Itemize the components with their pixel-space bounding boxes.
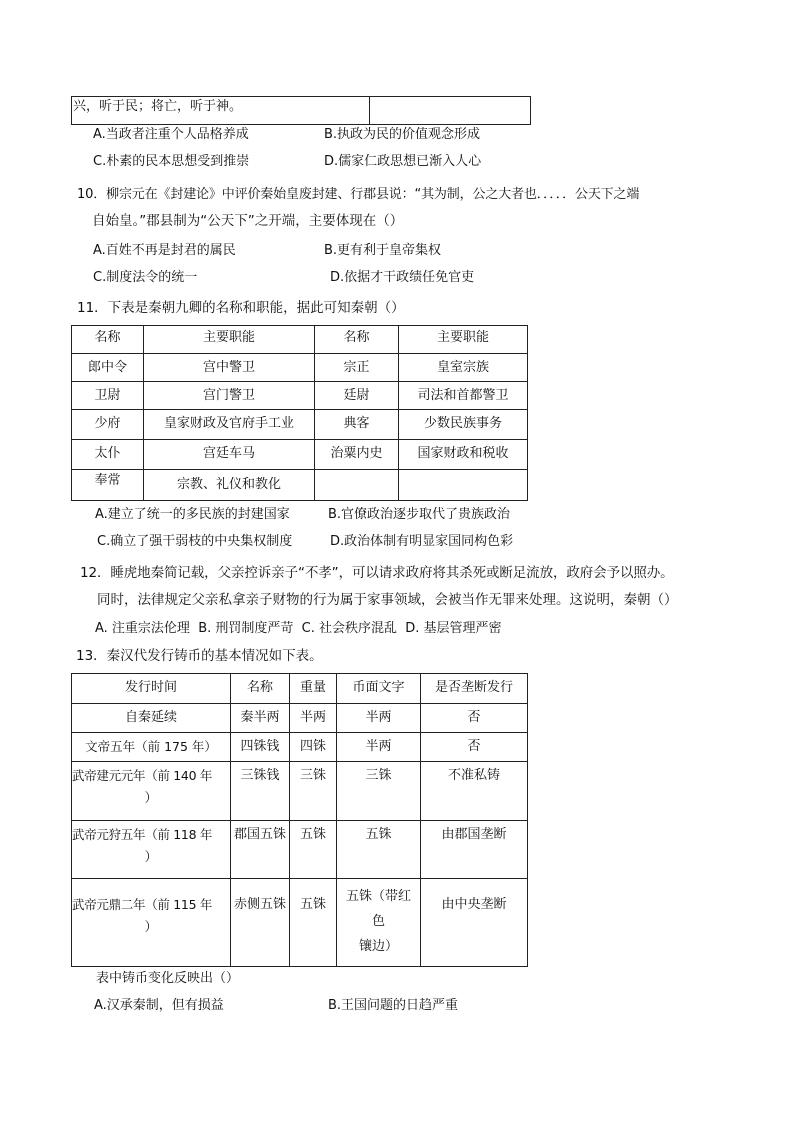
q9-table bbox=[71, 96, 531, 125]
q13-cell: 郡国五铢 bbox=[231, 821, 290, 879]
q11-cell: 郎中令 bbox=[72, 354, 144, 382]
q11-cell: 宫廷车马 bbox=[144, 440, 315, 470]
q11-option-a: A.建立了统一的多民族的封建国家 bbox=[95, 507, 290, 522]
q11-cell: 太仆 bbox=[72, 440, 144, 470]
q13-cell: 半两 bbox=[337, 733, 421, 762]
q13-cell: 五铢 bbox=[337, 821, 421, 879]
q11-header-cell: 主要职能 bbox=[144, 326, 315, 354]
q11-cell: 宗正 bbox=[315, 354, 399, 382]
q11-cell bbox=[315, 470, 399, 501]
q13-time-close: ） bbox=[144, 850, 158, 865]
q9-option-c: C.朴素的民本思想受到推崇 bbox=[93, 154, 250, 169]
q13-after-text: 表中铸币变化反映出（） bbox=[96, 971, 240, 986]
q12-stem-line1: 12．睡虎地秦简记载，父亲控诉亲子“不孝”，可以请求政府将其杀死或断足流放，政府会予以照办。 bbox=[80, 565, 674, 581]
q13-time-close: ） bbox=[144, 791, 158, 806]
q13-coin-text-line: 色 bbox=[371, 914, 385, 929]
q13-cell: 五铢 bbox=[290, 879, 337, 967]
q13-cell: 由中央垄断 bbox=[421, 879, 528, 967]
q11-header-cell: 主要职能 bbox=[399, 326, 528, 354]
q11-cell: 典客 bbox=[315, 410, 399, 440]
q11-option-d: D.政治体制有明显家国同构色彩 bbox=[330, 534, 514, 549]
q13-cell: 否 bbox=[421, 704, 528, 733]
q13-cell: 四铢钱 bbox=[231, 733, 290, 762]
q13-header-cell: 发行时间 bbox=[72, 674, 231, 704]
q9-table-cell: 兴，听于民；将亡，听于神。 bbox=[72, 97, 370, 125]
q9-option-d: D.儒家仁政思想已渐入人心 bbox=[324, 154, 482, 169]
q11-cell: 皇家财政及官府手工业 bbox=[144, 410, 315, 440]
q11-cell: 卫尉 bbox=[72, 382, 144, 410]
q13-stem: 13．秦汉代发行铸币的基本情况如下表。 bbox=[76, 648, 323, 664]
q10-stem-line2: 自始皇。”郡县制为“公天下”之开端，主要体现在（） bbox=[92, 213, 404, 229]
q13-cell: 自秦延续 bbox=[72, 704, 231, 733]
q13-cell: 秦半两 bbox=[231, 704, 290, 733]
q13-cell: 赤侧五铢 bbox=[231, 879, 290, 967]
q11-cell: 国家财政和税收 bbox=[399, 440, 528, 470]
q11-cell: 奉常 bbox=[72, 470, 144, 501]
q13-cell: 文帝五年（前 175 年） bbox=[72, 733, 231, 762]
q13-time-cell bbox=[72, 879, 231, 967]
q12-stem-line2: 同时，法律规定父亲私拿亲子财物的行为属于家事领域，会被当作无罪来处理。这说明，秦朝（） bbox=[97, 592, 678, 608]
q13-time-text: 武帝元鼎二年（前 115 年 bbox=[72, 897, 213, 912]
q11-stem: 11．下表是秦朝九卿的名称和职能，据此可知秦朝（） bbox=[77, 300, 405, 316]
q13-time-close: ） bbox=[144, 920, 158, 935]
q11-cell: 司法和首都警卫 bbox=[399, 382, 528, 410]
q11-cell: 少数民族事务 bbox=[399, 410, 528, 440]
q11-cell: 治粟内史 bbox=[315, 440, 399, 470]
q11-header-cell: 名称 bbox=[315, 326, 399, 354]
q13-cell: 不准私铸 bbox=[421, 762, 528, 821]
q13-time-cell bbox=[72, 821, 231, 879]
q9-option-b: B.执政为民的价值观念形成 bbox=[324, 127, 481, 142]
q13-cell: 三铢 bbox=[290, 762, 337, 821]
q13-cell: 由郡国垄断 bbox=[421, 821, 528, 879]
q13-cell: 否 bbox=[421, 733, 528, 762]
q11-cell: 宫中警卫 bbox=[144, 354, 315, 382]
q13-cell: 三铢 bbox=[337, 762, 421, 821]
q13-time-cell bbox=[72, 762, 231, 821]
q11-option-c: C.确立了强干弱枝的中央集权制度 bbox=[97, 534, 293, 549]
q11-cell bbox=[399, 470, 528, 501]
q10-option-d: D.依据才干政绩任免官吏 bbox=[330, 270, 475, 285]
q11-header-cell: 名称 bbox=[72, 326, 144, 354]
q11-cell: 宫门警卫 bbox=[144, 382, 315, 410]
q10-option-b: B.更有利于皇帝集权 bbox=[324, 243, 442, 258]
q13-header-cell: 是否垄断发行 bbox=[421, 674, 528, 704]
q11-cell: 宗教、礼仪和教化 bbox=[144, 470, 315, 501]
q13-option-a: A.汉承秦制，但有损益 bbox=[94, 998, 224, 1013]
q13-cell: 半两 bbox=[337, 704, 421, 733]
q13-table bbox=[71, 673, 528, 967]
q13-coin-text-cell bbox=[337, 879, 421, 967]
q11-cell: 少府 bbox=[72, 410, 144, 440]
q9-option-a: A.当政者注重个人品格养成 bbox=[93, 127, 249, 142]
q10-option-c: C.制度法令的统一 bbox=[93, 270, 198, 285]
q12-options: A. 注重宗法伦理 B. 刑罚制度严苛 C. 社会秩序混乱 D. 基层管理严密 bbox=[95, 621, 502, 636]
q13-time-text: 武帝元狩五年（前 118 年 bbox=[72, 827, 213, 842]
q11-table bbox=[71, 325, 528, 501]
q11-cell: 廷尉 bbox=[315, 382, 399, 410]
q10-stem-line1: 10．柳宗元在《封建论》中评价秦始皇废封建、行郡县说：“其为制，公之大者也．．．．．公天下之端 bbox=[77, 187, 640, 202]
q13-option-b: B.王国问题的日趋严重 bbox=[328, 998, 459, 1013]
q10-option-a: A.百姓不再是封君的属民 bbox=[93, 243, 236, 258]
q13-coin-text-line: 五铢（带红 bbox=[345, 889, 411, 904]
q13-header-cell: 币面文字 bbox=[337, 674, 421, 704]
q13-header-cell: 名称 bbox=[231, 674, 290, 704]
q13-coin-text-line: 镶边） bbox=[358, 939, 398, 954]
q13-cell: 四铢 bbox=[290, 733, 337, 762]
q13-cell: 半两 bbox=[290, 704, 337, 733]
q13-cell: 五铢 bbox=[290, 821, 337, 879]
q11-cell: 皇室宗族 bbox=[399, 354, 528, 382]
q13-cell: 三铢钱 bbox=[231, 762, 290, 821]
q9-table-cell-empty bbox=[370, 97, 531, 125]
q13-header-cell: 重量 bbox=[290, 674, 337, 704]
q13-time-text: 武帝建元元年（前 140 年 bbox=[72, 768, 213, 783]
q11-option-b: B.官僚政治逐步取代了贵族政治 bbox=[328, 507, 511, 522]
